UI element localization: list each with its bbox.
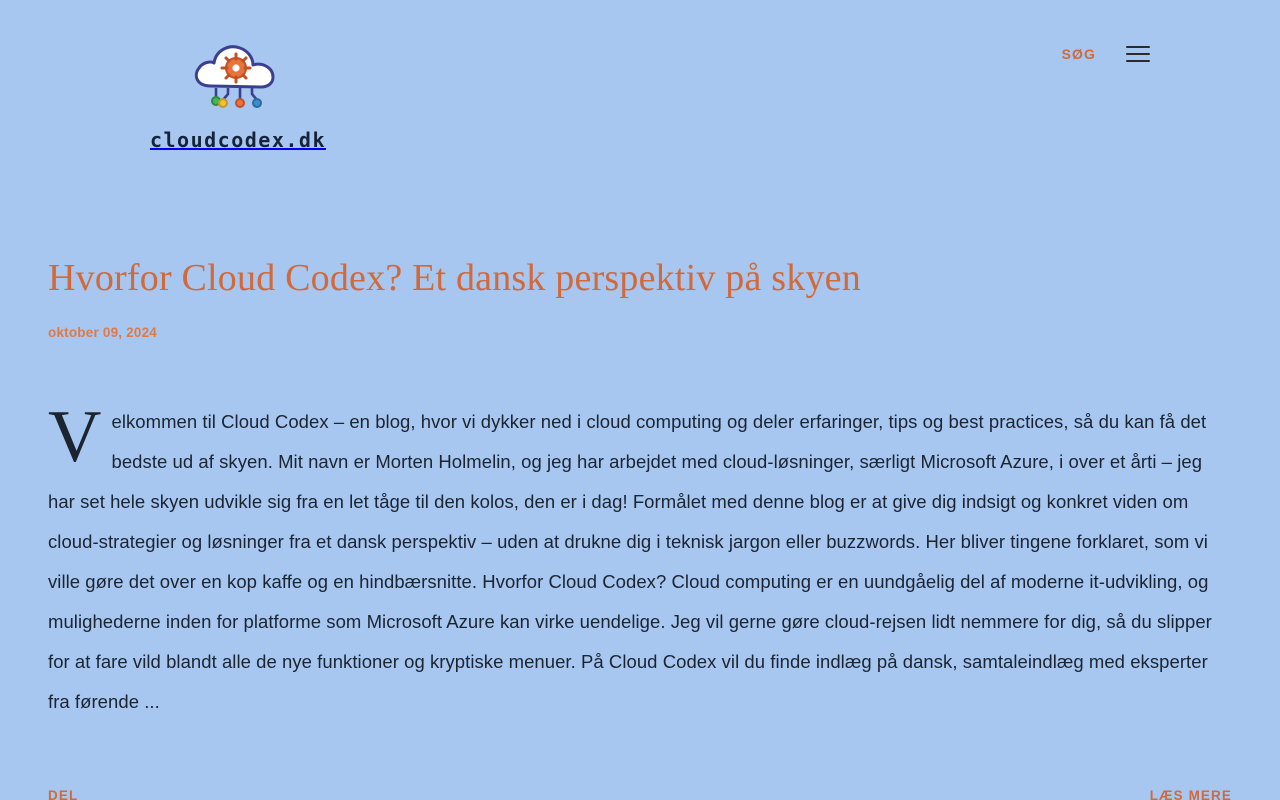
post-body bbox=[48, 395, 1232, 722]
post-date: oktober 09, 2024 bbox=[48, 324, 158, 340]
cloud-gear-icon bbox=[183, 36, 293, 122]
post-article bbox=[0, 255, 1280, 722]
site-header bbox=[0, 0, 1280, 210]
dropcap-letter: V bbox=[48, 395, 102, 478]
read-more-button[interactable]: LÆS MERE bbox=[1149, 788, 1232, 800]
menu-bar-2 bbox=[1126, 53, 1150, 55]
hamburger-menu-icon[interactable] bbox=[1126, 44, 1152, 64]
header-nav bbox=[1062, 44, 1152, 64]
post-body-text: elkommen til Cloud Codex – en blog, hvor vi dykker ned i cloud computing og deler erfaringer, tips og best practices, så du kan få det bedste ud af skyen. Mit navn er Morten Holmelin, og jeg har arbejdet med cloud-løsninger, særligt Microsoft Azure, i over et årti – jeg har set hele skyen udvikle sig fra en let tåge til den kolos, den er i dag! Formålet med denne blog er at give dig indsigt og konkret viden om cloud-strategier og løsninger fra et dansk perspektiv – uden at drukne dig i teknisk jargon eller buzzwords. Her bliver tingene forklaret, som vi ville gøre det over en kop kaffe og en hindbærsnitte. Hvorfor Cloud Codex? Cloud computing er en uundgåelig del af moderne it-udvikling, og mulighederne inden for platforme som Microsoft Azure kan virke uendelige. Jeg vil gerne gøre cloud-rejsen lidt nemmere for dig, så du slipper for at fare vild blandt alle de nye funktioner og kryptiske menuer. På Cloud Codex vil du finde indlæg på dansk, samtaleindlæg med eksperter fra førende ... bbox=[48, 410, 1212, 712]
logo-text: cloudcodex.dk bbox=[149, 128, 327, 152]
site-logo[interactable] bbox=[148, 36, 328, 152]
share-button[interactable]: DEL bbox=[48, 788, 79, 800]
search-button[interactable]: SØG bbox=[1061, 46, 1096, 62]
menu-bar-1 bbox=[1126, 46, 1150, 48]
menu-bar-3 bbox=[1126, 60, 1150, 62]
page-title: Hvorfor Cloud Codex? Et dansk perspektiv på skyen bbox=[48, 257, 861, 299]
post-footer bbox=[0, 788, 1280, 800]
